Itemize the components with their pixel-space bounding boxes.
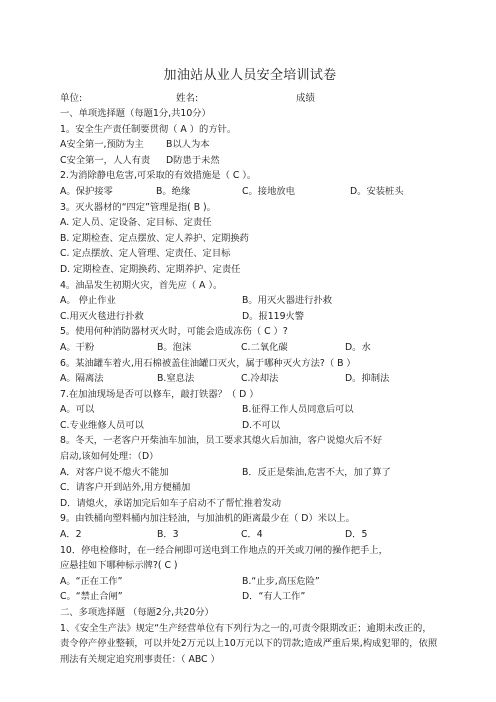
- q2-stem: 2.为消除静电危害,可采取的有效措施是（ C ）。: [60, 170, 257, 182]
- q10-option-a: A。“正在工作”: [60, 575, 123, 587]
- q6-options: [60, 371, 440, 387]
- q8-stem-line2: 启动,该如何处理：（D）: [60, 451, 159, 463]
- q6-option-c: C.冷却法: [241, 373, 279, 385]
- q4-option-b: B。用灭火器进行扑救: [242, 295, 333, 307]
- q10-options-row2: [60, 589, 440, 605]
- q2-option-b: B。绝缘: [156, 185, 191, 197]
- name-label: 姓名:: [176, 93, 199, 104]
- q2-option-c: C。接地放电: [242, 185, 295, 197]
- q9-option-c: C．4: [241, 529, 263, 541]
- q8-option-d: D．请熄火，承诺加完后如车子启动不了帮忙推着发动: [60, 497, 281, 509]
- q6-option-d: D。抑制法: [345, 373, 390, 385]
- section2-heading: 二、多项选择题 （每题2分,共20分）: [60, 607, 214, 618]
- q4-option-a: A。 停止作业: [60, 295, 116, 307]
- q6-option-a: A。隔离法: [60, 373, 104, 385]
- score-label: 成绩: [296, 93, 316, 104]
- q4-options-row2: [60, 309, 440, 325]
- q1-options-row1: [60, 137, 440, 153]
- q10-option-b: B.“止步,高压危险”: [242, 575, 320, 587]
- q7-stem: 7.在加油现场是否可以修车，敲打铁器？（ D ）: [60, 388, 259, 400]
- q4-stem: 4。油品发生初期火灾，首先应（ A ）。: [60, 279, 223, 291]
- q5-option-b: B。泡沫: [157, 341, 192, 353]
- q2-option-d: D。安装桩头: [350, 185, 404, 197]
- q5-option-a: A。干粉: [60, 341, 95, 353]
- q5-stem: 5。使用何种消防器材灭火时，可能会造成冻伤（ C ）?: [60, 326, 288, 338]
- exam-page: [60, 64, 440, 667]
- q1-option-c: C安全第一，人人有责: [60, 154, 151, 166]
- section2-q1-text: 1、《安全生产法》规定“生产经营单位有下列行为之一的,可责令限期改正；逾期未改正的，责令停产停业整顿，可以并处2万元以上10万元以下的罚款;造成严重后果,构成犯罪的，依照刑法有关规定追究刑事责任：（ ABC ）: [60, 622, 438, 665]
- q3-option-c: C. 定点摆放、定人管理、定责任、定目标: [60, 248, 231, 260]
- q10-stem-line2: 应悬挂如下哪种标示牌?( C ): [60, 560, 178, 572]
- q6-stem: 6。某油罐车着火,用石棉被盖住油罐口灭火，属于哪种灭火方法?（ B ）: [60, 357, 356, 369]
- q3-option-b: B. 定期检查、定点摆放、定人养护、定期换药: [60, 232, 249, 244]
- q10-options-row1: [60, 574, 440, 590]
- q9-option-d: D．5: [345, 529, 368, 541]
- q7-options-row1: [60, 402, 440, 418]
- q5-options: [60, 340, 440, 356]
- q2-option-a: A。保护接零: [60, 185, 113, 197]
- q7-options-row2: [60, 418, 440, 434]
- section1-heading: 一、单项选择题（每题1分,共10分）: [60, 108, 211, 119]
- q10-option-c: C。“禁止合闸”: [60, 591, 123, 603]
- q1-option-b: B以人为本: [166, 139, 210, 151]
- q10-option-d: D．“有人工作”: [242, 591, 306, 603]
- q7-option-b: B.征得工作人员同意后可以: [242, 404, 354, 416]
- q2-options: [60, 184, 440, 200]
- q8-options-row1: [60, 465, 440, 481]
- q9-stem: 9。由铁桶向塑料桶内加注轻油，与加油机的距离最少在（ D）米以上。: [60, 513, 355, 525]
- q4-option-c: C.用灭火毯进行扑救: [60, 310, 144, 322]
- q3-option-a: A. 定人员、定设备、定目标、定责任: [60, 217, 212, 229]
- exam-title: 加油站从业人员安全培训试卷: [163, 68, 337, 83]
- q7-option-d: D.不可以: [242, 419, 281, 431]
- q5-option-c: C.二氧化碳: [241, 341, 288, 353]
- q8-option-a: A．对客户说不熄火不能加: [60, 466, 169, 478]
- info-line: [60, 91, 440, 106]
- q9-option-a: A．2: [60, 529, 82, 541]
- q6-option-b: B.窒息法: [157, 373, 195, 385]
- unit-label: 单位:: [60, 93, 83, 104]
- q1-stem: 1。安全生产责任制要贯彻（ A ）的方针。: [60, 123, 237, 135]
- q10-stem-line1: 10．停电检修时，在一经合闸即可送电到工作地点的开关或刀闸的操作把手上，: [60, 544, 388, 556]
- q3-option-d: D. 定期检查、定期换药、定期养护、定责任: [60, 263, 241, 275]
- q1-option-d: D防患于未然: [166, 154, 220, 166]
- q9-options: [60, 527, 440, 543]
- q9-option-b: B．3: [157, 529, 179, 541]
- q8-option-c: C．请客户开到站外,用方便桶加: [60, 482, 191, 494]
- q8-stem-line1: 8。冬天，一老客户开柴油车加油，员工要求其熄火后加油，客户说熄火后不好: [60, 435, 383, 447]
- q1-options-row2: [60, 153, 440, 169]
- q3-stem: 3。灭火器材的“四定”管理是指( B )。: [60, 201, 216, 213]
- q1-option-a: A安全第一,预防为主: [60, 139, 144, 151]
- q5-option-d: D。水: [345, 341, 371, 353]
- q4-options-row1: [60, 293, 440, 309]
- q7-option-a: A。可以: [60, 404, 95, 416]
- q7-option-c: C.专业维修人员可以: [60, 419, 144, 431]
- q4-option-d: D。报119火警: [242, 310, 305, 322]
- q8-option-b: B．反正是柴油,危害不大，加了算了: [242, 466, 391, 478]
